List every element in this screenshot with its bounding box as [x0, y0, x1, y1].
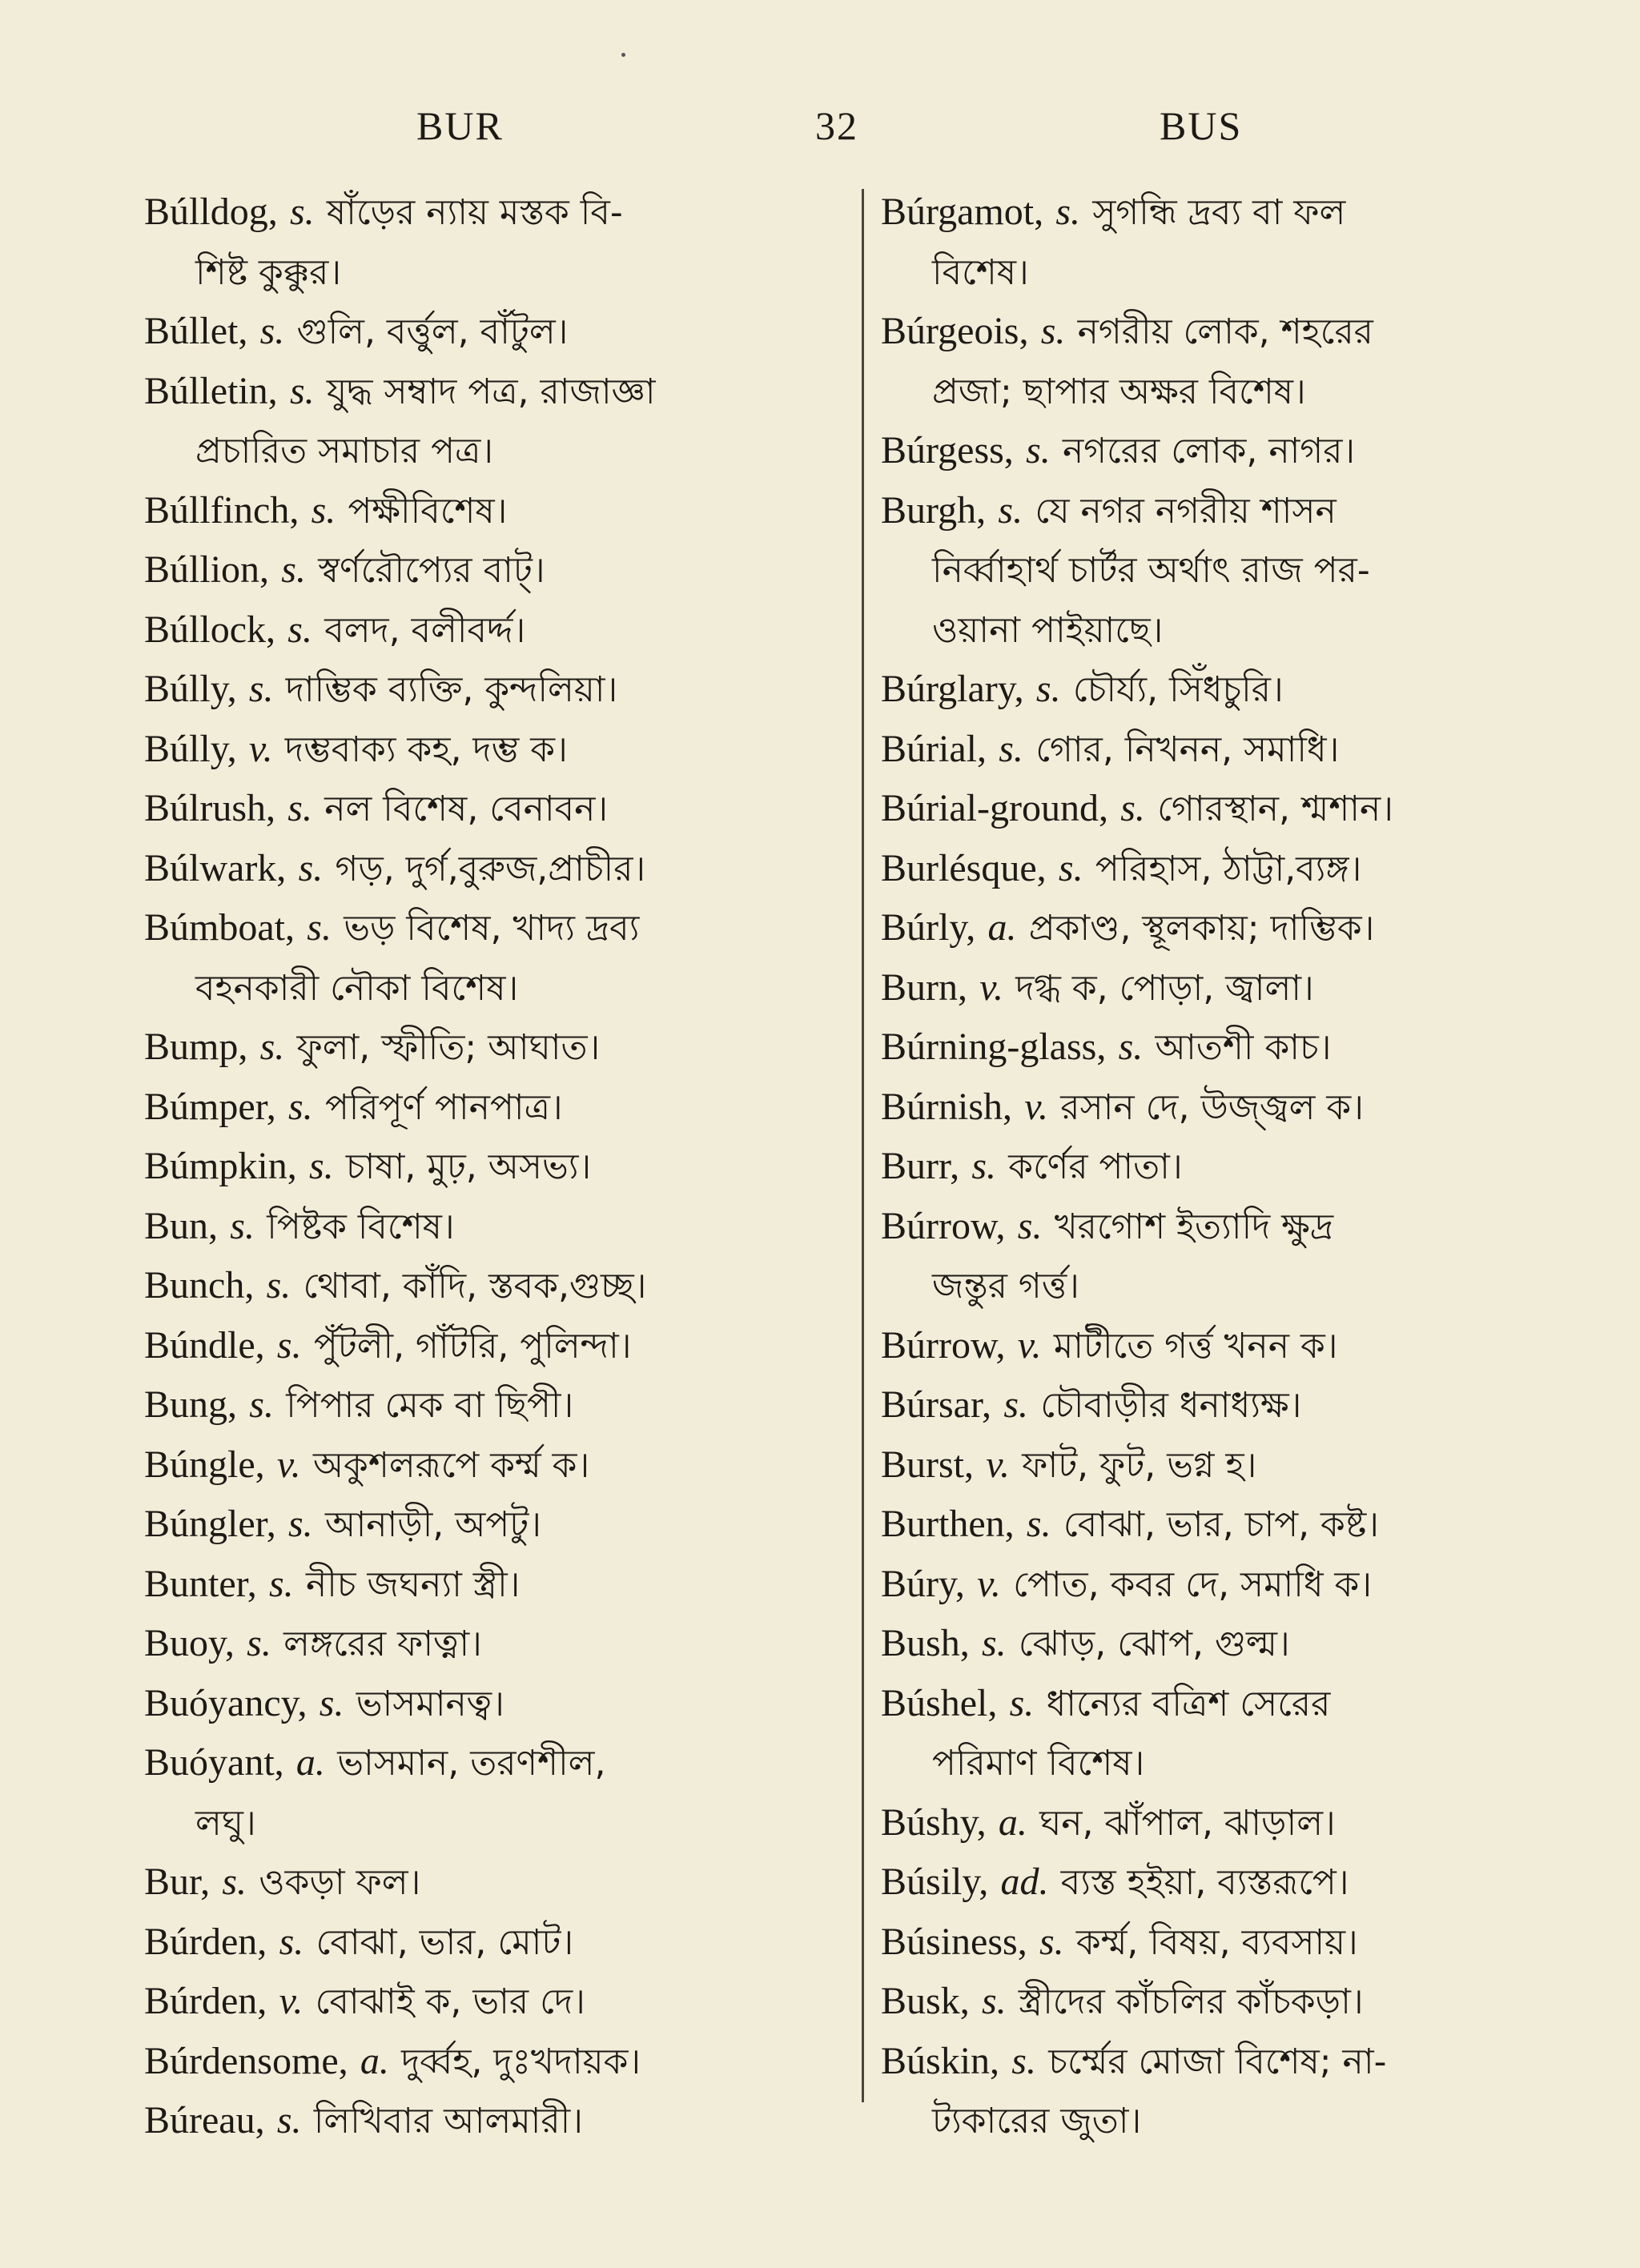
- headword: Bung,: [144, 1383, 238, 1426]
- definition: ধান্যের বত্রিশ সেরের: [1046, 1683, 1331, 1724]
- definition: সুগন্ধি দ্রব্য বা ফল: [1092, 192, 1346, 233]
- headword: Búrgamot,: [881, 191, 1044, 233]
- definition-continuation: [144, 421, 849, 481]
- definition: গুলি, বর্ত্তুল, বাঁটুল।: [296, 311, 569, 352]
- definition: রসান দে, উজ্জ্বল ক।: [1060, 1086, 1364, 1128]
- part-of-speech: s.: [1040, 310, 1066, 352]
- definition: লঙ্গরের ফাত্না।: [283, 1624, 482, 1664]
- dictionary-entry: [144, 481, 849, 541]
- part-of-speech: s.: [1011, 2039, 1036, 2082]
- part-of-speech: s.: [319, 1681, 344, 1724]
- part-of-speech: s.: [307, 906, 332, 949]
- dictionary-entry: [881, 1137, 1570, 1197]
- definition-continuation: [881, 540, 1570, 600]
- dictionary-entry: [881, 720, 1570, 780]
- headword: Burgh,: [881, 488, 987, 532]
- page-number: 32: [815, 103, 858, 148]
- headword: Búrden,: [144, 1920, 267, 1963]
- definition-continuation: [144, 243, 849, 303]
- part-of-speech: s.: [268, 1562, 294, 1605]
- page-header: [0, 102, 1640, 159]
- part-of-speech: s.: [1058, 846, 1083, 889]
- headword: Búrgeois,: [881, 310, 1029, 352]
- dictionary-entry: [881, 2032, 1570, 2092]
- definition: খরগোশ ইত্যাদি ক্ষুদ্র: [1054, 1206, 1334, 1247]
- headword: Búrglary,: [881, 668, 1024, 710]
- headword: Bump,: [144, 1026, 248, 1068]
- headword: Búndle,: [144, 1323, 265, 1367]
- part-of-speech: v.: [979, 965, 1004, 1009]
- ink-speck: [621, 53, 625, 57]
- headword: Buóyant,: [144, 1741, 284, 1784]
- part-of-speech: s.: [1120, 787, 1145, 829]
- headword: Busk,: [881, 1980, 970, 2022]
- definition: নগরের লোক, নাগর।: [1063, 431, 1356, 472]
- dictionary-entry: [881, 1435, 1570, 1495]
- part-of-speech: s.: [266, 1264, 291, 1307]
- part-of-speech: s.: [259, 1026, 285, 1068]
- definition: নল বিশেষ, বেনাবন।: [324, 789, 609, 829]
- definition: চৌবাড়ীর ধনাধ্যক্ষ।: [1040, 1385, 1302, 1426]
- definition: মাটীতে গর্ত্ত খনন ক।: [1053, 1325, 1338, 1367]
- headword: Búrning-glass,: [881, 1026, 1107, 1068]
- dictionary-entry: [881, 1853, 1570, 1913]
- part-of-speech: ad.: [1000, 1861, 1049, 1903]
- part-of-speech: v.: [1017, 1323, 1042, 1367]
- headword: Burn,: [881, 965, 967, 1009]
- part-of-speech: s.: [298, 846, 324, 889]
- part-of-speech: s.: [1055, 191, 1081, 233]
- headword: Búllock,: [144, 608, 275, 651]
- definition-continuation: [881, 2091, 1570, 2151]
- definition-continuation-text: বহনকারী নৌকা বিশেষ।: [195, 967, 519, 1009]
- dictionary-entry: [881, 839, 1570, 899]
- definition: যে নগর নগরীয় শাসন: [1035, 490, 1337, 532]
- headword: Bush,: [881, 1622, 970, 1664]
- definition: ঘন, ঝাঁপাল, ঝাড়াল।: [1039, 1802, 1336, 1844]
- dictionary-entry: [144, 1614, 849, 1674]
- dictionary-entry: [144, 660, 849, 720]
- dictionary-entry: [144, 1972, 849, 2032]
- headword: Búmboat,: [144, 906, 295, 949]
- definition-continuation-text: লঘু।: [195, 1802, 256, 1844]
- headword: Bunter,: [144, 1562, 257, 1605]
- definition: বলদ, বলীবর্দ্দ।: [324, 609, 526, 651]
- part-of-speech: s.: [287, 1503, 313, 1545]
- dictionary-entry: [144, 898, 849, 958]
- definition-continuation: [881, 362, 1570, 422]
- headword: Búry,: [881, 1562, 965, 1605]
- headword: Búrnish,: [881, 1085, 1013, 1128]
- definition: বোঝাই ক, ভার দে।: [315, 1981, 585, 2022]
- definition: চর্ম্মের মোজা বিশেষ; না-: [1048, 2041, 1387, 2082]
- part-of-speech: s.: [1003, 1383, 1028, 1426]
- dictionary-entry: [881, 660, 1570, 720]
- definition: থোবা, কাঁদি, স্তবক,গুচ্ছ।: [303, 1266, 647, 1307]
- dictionary-entry: [144, 1078, 849, 1138]
- definition: ষাঁড়ের ন্যায় মস্তক বি-: [326, 192, 623, 233]
- headword: Búskin,: [881, 2039, 1000, 2082]
- dictionary-entry: [144, 362, 849, 422]
- dictionary-entry: [881, 1316, 1570, 1376]
- definition-continuation: [144, 1793, 849, 1853]
- part-of-speech: a.: [998, 1800, 1027, 1844]
- dictionary-entry: [881, 1972, 1570, 2032]
- definition-continuation: [881, 243, 1570, 303]
- definition-continuation-text: শিষ্ট কুক্কুর।: [195, 251, 342, 293]
- dictionary-entry: [881, 1614, 1570, 1674]
- part-of-speech: s.: [247, 1622, 271, 1664]
- definition: স্ত্রীদের কাঁচলির কাঁচকড়া।: [1018, 1981, 1364, 2022]
- definition-continuation: [144, 958, 849, 1018]
- part-of-speech: s.: [289, 191, 315, 233]
- dictionary-entry: [144, 1375, 849, 1435]
- headword: Búrrow,: [881, 1323, 1006, 1367]
- definition-continuation-text: ট্যকারের জুতা।: [932, 2101, 1142, 2142]
- definition: গোর, নিখনন, সমাধি।: [1035, 729, 1340, 770]
- dictionary-entry: [881, 1197, 1570, 1257]
- definition: বোঝা, ভার, মোট।: [316, 1921, 574, 1963]
- part-of-speech: s.: [998, 488, 1023, 532]
- dictionary-entry: [881, 898, 1570, 958]
- part-of-speech: s.: [276, 1323, 302, 1367]
- part-of-speech: s.: [1009, 1681, 1035, 1724]
- part-of-speech: s.: [1118, 1026, 1144, 1068]
- part-of-speech: s.: [248, 668, 274, 710]
- part-of-speech: s.: [276, 2099, 302, 2142]
- part-of-speech: v.: [248, 727, 273, 770]
- headword: Búlly,: [144, 727, 237, 770]
- dictionary-entry: [144, 2091, 849, 2151]
- part-of-speech: s.: [1026, 429, 1051, 472]
- definition: গড়, দুর্গ,বুরুজ,প্রাচীর।: [335, 848, 646, 889]
- part-of-speech: a.: [360, 2039, 389, 2082]
- part-of-speech: s.: [999, 727, 1023, 770]
- headword: Burlésque,: [881, 846, 1047, 889]
- header-right-guideword: BUS: [1160, 103, 1243, 148]
- headword: Bur,: [144, 1861, 211, 1903]
- dictionary-entry: [144, 600, 849, 660]
- definition: নীচ জঘন্যা স্ত্রী।: [305, 1564, 521, 1605]
- definition: দুর্ব্বহ, দুঃখদায়ক।: [401, 2041, 641, 2082]
- definition: পিষ্টক বিশেষ।: [267, 1206, 455, 1247]
- dictionary-entry: [144, 540, 849, 600]
- part-of-speech: v.: [276, 1443, 301, 1486]
- dictionary-entry: [881, 1375, 1570, 1435]
- dictionary-entry: [144, 1733, 849, 1793]
- left-column: [144, 183, 849, 2151]
- headword: Buóyancy,: [144, 1681, 308, 1724]
- definition: স্বর্ণরৌপ্যের বাট্।: [318, 550, 545, 591]
- headword: Búsily,: [881, 1861, 989, 1903]
- part-of-speech: s.: [230, 1204, 255, 1247]
- definition: আনাড়ী, অপটু।: [324, 1504, 541, 1545]
- dictionary-entry: [144, 720, 849, 780]
- headword: Búmper,: [144, 1085, 276, 1128]
- headword: Búrly,: [881, 906, 976, 949]
- dictionary-entry: [144, 183, 849, 243]
- headword: Búrial-ground,: [881, 787, 1108, 829]
- part-of-speech: s.: [287, 787, 312, 829]
- definition-continuation: [881, 1733, 1570, 1793]
- headword: Búlletin,: [144, 369, 278, 412]
- headword: Bunch,: [144, 1264, 255, 1307]
- headword: Búllet,: [144, 310, 248, 352]
- definition: যুদ্ধ সম্বাদ পত্র, রাজাজ্ঞা: [326, 371, 656, 412]
- dictionary-entry: [881, 302, 1570, 362]
- definition-continuation-text: প্রচারিত সমাচার পত্র।: [195, 431, 494, 472]
- header-left-guideword: BUR: [416, 103, 504, 148]
- dictionary-entry: [144, 1913, 849, 1973]
- dictionary-entry: [881, 1913, 1570, 1973]
- dictionary-entry: [881, 1078, 1570, 1138]
- headword: Búngler,: [144, 1503, 276, 1545]
- part-of-speech: s.: [1026, 1503, 1051, 1545]
- definition: দাম্ভিক ব্যক্তি, কুন্দলিয়া।: [285, 669, 618, 710]
- dictionary-entry: [144, 1316, 849, 1376]
- definition-continuation-text: নির্ব্বাহার্থ চার্টর অর্থাৎ রাজ পর-: [932, 550, 1370, 591]
- part-of-speech: s.: [259, 310, 285, 352]
- dictionary-entry: [144, 1018, 849, 1078]
- right-column: [881, 183, 1570, 2151]
- part-of-speech: s.: [1017, 1204, 1043, 1247]
- part-of-speech: v.: [279, 1980, 303, 2022]
- part-of-speech: v.: [986, 1443, 1011, 1486]
- part-of-speech: s.: [311, 488, 336, 532]
- definition: পোত, কবর দে, সমাধি ক।: [1013, 1564, 1373, 1605]
- part-of-speech: v.: [977, 1562, 1001, 1605]
- definition: ব্যস্ত হইয়া, ব্যস্তরূপে।: [1060, 1862, 1349, 1903]
- definition: লিখিবার আলমারী।: [313, 2101, 583, 2142]
- definition: চৌর্য্য, সিঁধচুরি।: [1072, 669, 1284, 710]
- dictionary-entry: [144, 1674, 849, 1734]
- headword: Buoy,: [144, 1622, 235, 1664]
- headword: Búlwark,: [144, 846, 287, 889]
- definition-continuation-text: ওয়ানা পাইয়াছে।: [932, 609, 1164, 651]
- headword: Burr,: [881, 1145, 960, 1187]
- headword: Burst,: [881, 1443, 975, 1486]
- definition: পিপার মেক বা ছিপী।: [286, 1385, 574, 1426]
- part-of-speech: s.: [971, 1145, 997, 1187]
- definition: পক্ষীবিশেষ।: [348, 490, 508, 532]
- dictionary-entry: [144, 1853, 849, 1913]
- dictionary-entry: [881, 1793, 1570, 1853]
- definition: ওকড়া ফল।: [259, 1862, 421, 1903]
- definition: বোঝা, ভার, চাপ, কষ্ট।: [1063, 1504, 1379, 1545]
- dictionary-entry: [144, 2032, 849, 2092]
- definition: দগ্ধ ক, পোড়া, জ্বালা।: [1015, 967, 1314, 1009]
- headword: Burthen,: [881, 1503, 1015, 1545]
- dictionary-entry: [881, 1495, 1570, 1555]
- dictionary-entry: [881, 481, 1570, 541]
- dictionary-entry: [881, 1555, 1570, 1615]
- headword: Búllion,: [144, 548, 270, 591]
- part-of-speech: s.: [287, 1085, 313, 1128]
- dictionary-entry: [881, 958, 1570, 1018]
- definition: কর্ম্ম, বিষয়, ব্যবসায়।: [1075, 1921, 1358, 1963]
- headword: Búrrow,: [881, 1204, 1006, 1247]
- definition-continuation-text: প্রজা; ছাপার অক্ষর বিশেষ।: [932, 371, 1306, 412]
- part-of-speech: s.: [308, 1145, 334, 1187]
- headword: Búshel,: [881, 1681, 998, 1724]
- part-of-speech: s.: [981, 1980, 1007, 2022]
- dictionary-entry: [881, 1018, 1570, 1078]
- definition: ফাট, ফুট, ভগ্ন হ।: [1022, 1444, 1257, 1486]
- headword: Búrden,: [144, 1980, 267, 2022]
- definition: নগরীয় লোক, শহরের: [1077, 311, 1373, 352]
- headword: Búrgess,: [881, 429, 1014, 472]
- dictionary-entry: [144, 1197, 849, 1257]
- definition: পরিহাস, ঠাট্টা,ব্যঙ্গ।: [1095, 848, 1362, 889]
- definition: ভড় বিশেষ, খাদ্য দ্রব্য: [344, 908, 640, 949]
- dictionary-entry: [881, 1674, 1570, 1734]
- headword: Bun,: [144, 1204, 219, 1247]
- headword: Búngle,: [144, 1443, 265, 1486]
- headword: Búshy,: [881, 1800, 987, 1844]
- definition-continuation-text: পরিমাণ বিশেষ।: [932, 1743, 1145, 1784]
- headword: Búrial,: [881, 727, 987, 770]
- part-of-speech: v.: [1024, 1085, 1049, 1128]
- part-of-speech: s.: [249, 1383, 274, 1426]
- part-of-speech: s.: [287, 608, 312, 651]
- definition: পুঁটলী, গাঁটরি, পুলিন্দা।: [313, 1325, 632, 1367]
- dictionary-entry: [881, 779, 1570, 839]
- definition: গোরস্থান, শ্মশান।: [1157, 789, 1394, 829]
- headword: Búmpkin,: [144, 1145, 297, 1187]
- part-of-speech: s.: [981, 1622, 1007, 1664]
- definition-continuation-text: জন্তুর গর্ত্ত।: [932, 1266, 1079, 1307]
- headword: Búsiness,: [881, 1920, 1027, 1963]
- part-of-speech: s.: [281, 548, 306, 591]
- dictionary-entry: [881, 183, 1570, 243]
- headword: Búlrush,: [144, 787, 276, 829]
- dictionary-entry: [144, 779, 849, 839]
- headword: Búreau,: [144, 2099, 265, 2142]
- part-of-speech: a.: [295, 1741, 325, 1784]
- headword: Búrdensome,: [144, 2039, 348, 2082]
- definition: প্রকাণ্ড, স্থূলকায়; দাম্ভিক।: [1028, 908, 1375, 949]
- headword: Búllfinch,: [144, 488, 299, 532]
- definition: দম্ভবাক্য কহ, দম্ভ ক।: [284, 729, 568, 770]
- dictionary-entry: [144, 1137, 849, 1197]
- headword: Búrsar,: [881, 1383, 992, 1426]
- part-of-speech: a.: [987, 906, 1017, 949]
- definition: ঝোড়, ঝোপ, গুল্ম।: [1018, 1624, 1290, 1664]
- part-of-speech: s.: [1035, 668, 1061, 710]
- definition: চাষা, মুঢ়, অসভ্য।: [345, 1146, 592, 1187]
- headword: Búlly,: [144, 668, 237, 710]
- headword: Búlldog,: [144, 191, 278, 233]
- dictionary-entry: [144, 1555, 849, 1615]
- definition-continuation: [881, 1256, 1570, 1316]
- definition-continuation: [881, 600, 1570, 660]
- definition: আতশী কাচ।: [1155, 1027, 1332, 1068]
- dictionary-entry: [881, 421, 1570, 481]
- dictionary-entry: [144, 1256, 849, 1316]
- column-divider: [862, 189, 864, 2102]
- definition: কর্ণের পাতা।: [1008, 1146, 1183, 1187]
- dictionary-entry: [144, 1435, 849, 1495]
- definition: ফুলা, স্ফীতি; আঘাত।: [296, 1027, 601, 1068]
- part-of-speech: s.: [1039, 1920, 1064, 1963]
- definition: ভাসমান, তরণশীল,: [337, 1743, 606, 1784]
- definition: ভাসমানত্ব।: [356, 1683, 504, 1724]
- definition: অকুশলরূপে কর্ম্ম ক।: [312, 1444, 590, 1486]
- definition-continuation-text: বিশেষ।: [932, 251, 1029, 293]
- dictionary-entry: [144, 302, 849, 362]
- part-of-speech: s.: [289, 369, 315, 412]
- definition: পরিপূর্ণ পানপাত্র।: [324, 1086, 563, 1128]
- part-of-speech: s.: [279, 1920, 304, 1963]
- dictionary-entry: [144, 1495, 849, 1555]
- part-of-speech: s.: [222, 1861, 247, 1903]
- dictionary-entry: [144, 839, 849, 899]
